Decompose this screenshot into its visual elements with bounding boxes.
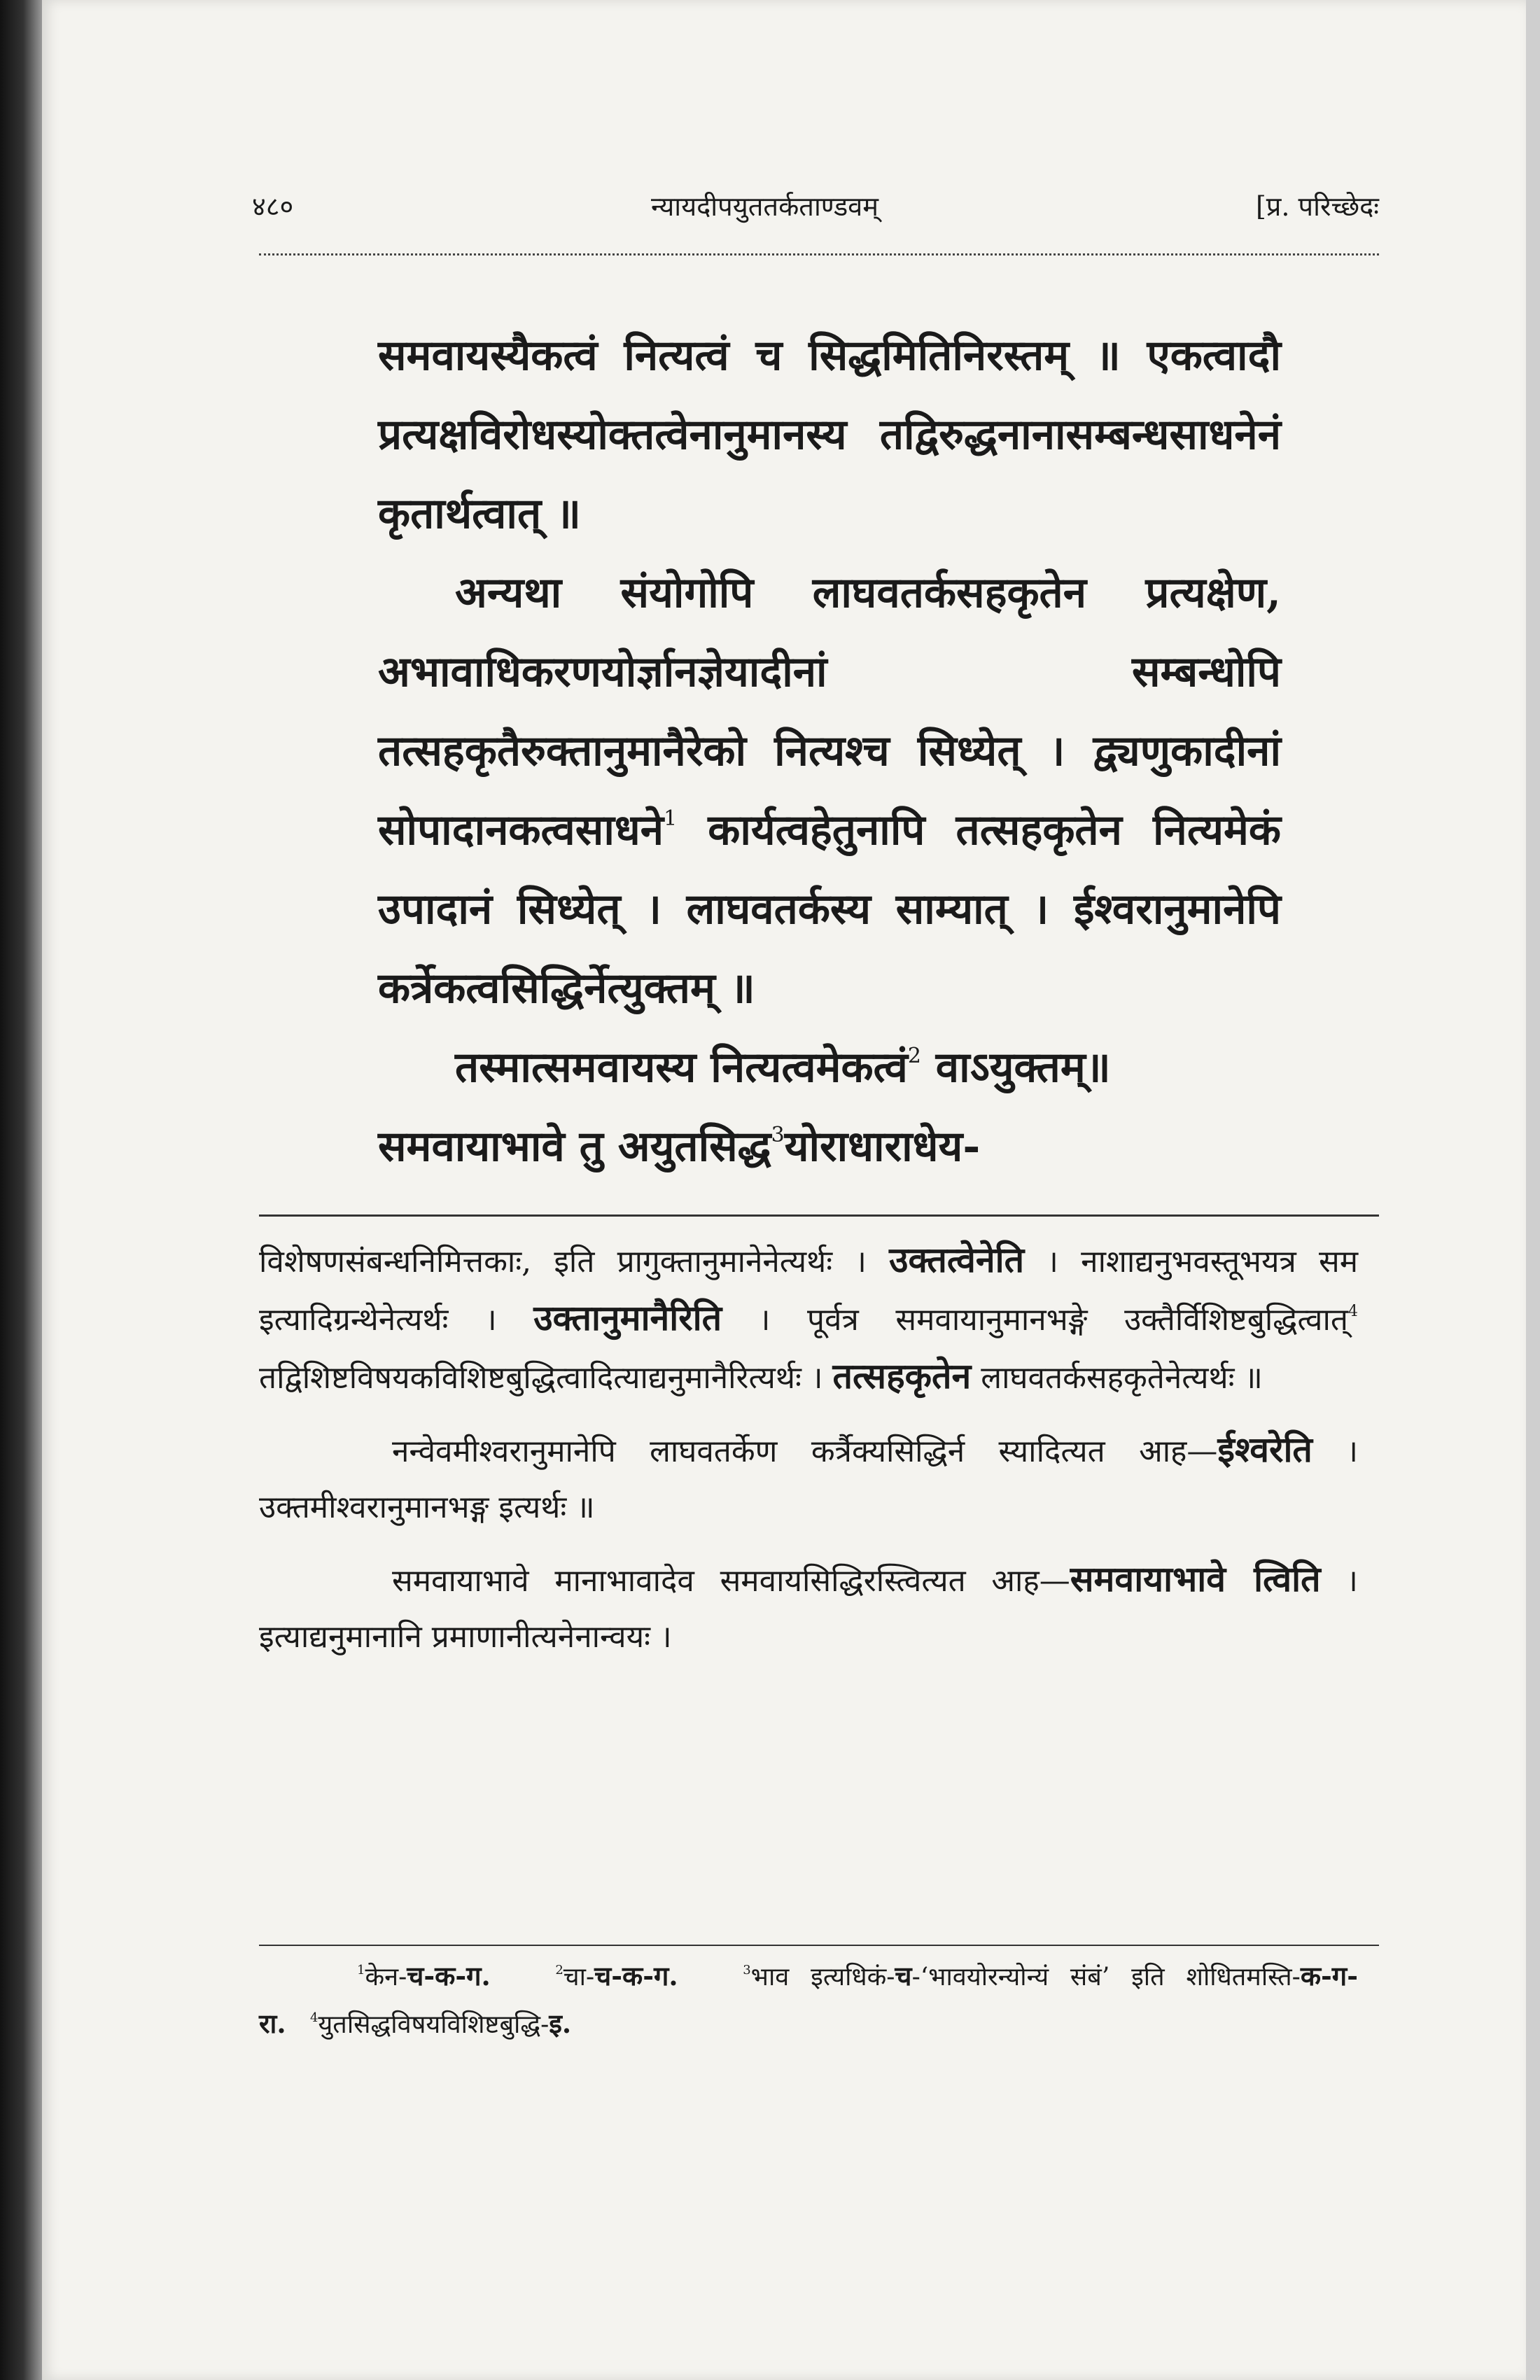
header-rule bbox=[259, 253, 1379, 255]
commentary-keyword-1: उक्तत्वेनेति bbox=[889, 1239, 1025, 1280]
commentary-3-part-a: समवायाभावे मानाभावादेव समवायसिद्धिरस्त्वित्यत आह— bbox=[392, 1563, 1070, 1599]
footnote-2-sources: च-क-ग. bbox=[594, 1960, 678, 1991]
footnote-ref-1: 1 bbox=[664, 806, 678, 831]
commentary-1-part-a: विशेषणसंबन्धनिमित्तकाः, इति प्रागुक्तानुमानेनेत्यर्थः । bbox=[259, 1244, 890, 1280]
footnote-4-source: इ. bbox=[549, 2008, 572, 2039]
footnote-1-number: 1 bbox=[357, 1962, 365, 1977]
footnote-4-text: युतसिद्धविषयविशिष्टबुद्धि- bbox=[318, 2010, 550, 2039]
footnote-3-source: च bbox=[895, 1960, 912, 1991]
footnotes bbox=[259, 1953, 1358, 2048]
footnote-3-text-continued: -‘भावयोरन्योन्यं संबं’ इति शोधितमस्ति- bbox=[911, 1963, 1301, 1991]
commentary-2-part-a: नन्वेवमीश्वरानुमानेपि लाघवतर्केण कर्त्रैक्यसिद्धिर्न स्यादित्यत आह— bbox=[392, 1434, 1218, 1469]
main-paragraph-4-part-b: योराधाराधेय- bbox=[784, 1122, 981, 1171]
commentary-1-part-c: । पूर्वत्र समवायानुमानभङ्गे उक्तैर्विशिष्टबुद्धित्वात् bbox=[722, 1302, 1348, 1338]
main-paragraph-4-part-a: समवायाभावे तु अयुतसिद्ध bbox=[378, 1122, 771, 1171]
commentary-rule bbox=[259, 1214, 1379, 1217]
commentary-keyword-5: समवायाभावे त्विति bbox=[1070, 1558, 1321, 1600]
main-paragraph-3 bbox=[378, 1028, 1281, 1107]
commentary-paragraph-1 bbox=[259, 1232, 1358, 1406]
main-paragraph-1: समवायस्यैकत्वं नित्यत्वं च सिद्धमितिनिरस्तम् ॥ एकत्वादौ प्रत्यक्षविरोधस्योक्तत्वेनानुमानस्य तद्विरुद्धनानासम्बन्धसाधनेनं कृतार्थत्वात् ॥ bbox=[378, 331, 1281, 538]
commentary-1-part-e: लाघवतर्कसहकृतेनेत्यर्थः ॥ bbox=[971, 1360, 1263, 1396]
footnote-4-number: 4 bbox=[309, 2010, 318, 2025]
footnote-1-text: केन- bbox=[365, 1963, 407, 1991]
main-paragraph-2 bbox=[378, 554, 1281, 1028]
commentary-keyword-2: उक्तानुमानैरिति bbox=[533, 1297, 722, 1338]
footnote-3-text: भाव इत्यधिकं- bbox=[750, 1963, 895, 1991]
footnote-rule bbox=[259, 1945, 1379, 1946]
footnote-2-number: 2 bbox=[555, 1962, 564, 1977]
commentary-paragraph-3 bbox=[259, 1551, 1358, 1665]
section-label: [प्र. परिच्छेदः bbox=[1255, 191, 1379, 222]
footnote-1-sources: च-क-ग. bbox=[407, 1960, 491, 1991]
footnote-3-sources: क-ग-रा. bbox=[259, 1960, 1358, 2039]
main-paragraph-2-part-b: कार्यत्वहेतुनापि तत्सहकृतेन नित्यमेकं उपादानं सिध्येत् । लाघवतर्कस्य साम्यात् । ईश्वरानुमानेपि कर्त्रेकत्वसिद्धिर्नेत्युक्तम् ॥ bbox=[378, 806, 1281, 1013]
commentary-2-part-b: । उक्तमीश्वरानुमानभङ्ग इत्यर्थः ॥ bbox=[259, 1434, 1358, 1525]
main-paragraph-3-part-a: तस्मात्समवायस्य नित्यत्वमेकत्वं bbox=[455, 1043, 908, 1092]
footnote-ref-3: 3 bbox=[771, 1123, 785, 1147]
commentary-keyword-4: ईश्वरेति bbox=[1217, 1429, 1312, 1470]
commentary-1-part-d: तद्विशिष्टविषयकविशिष्टबुद्धित्वादित्याद्यनुमानैरित्यर्थः । bbox=[259, 1360, 833, 1396]
footnote-block bbox=[259, 1953, 1358, 2048]
commentary-3-part-b: । इत्याद्यनुमानानि प्रमाणानीत्यनेनान्वयः । bbox=[259, 1563, 1358, 1655]
footnote-ref-4: 4 bbox=[1348, 1303, 1358, 1321]
footnote-ref-2: 2 bbox=[907, 1044, 921, 1068]
commentary-text bbox=[259, 1232, 1358, 1665]
commentary-1-part-b: । नाशाद्यनुभवस्तूभयत्र सम इत्यादिग्रन्थेनेत्यर्थः । bbox=[259, 1244, 1358, 1338]
main-text bbox=[378, 316, 1281, 1186]
binding-edge bbox=[0, 0, 42, 2380]
main-paragraph-2-part-a: अन्यथा संयोगोपि लाघवतर्कसहकृतेन प्रत्यक्षेण, अभावाधिकरणयोर्ज्ञानज्ञेयादीनां सम्बन्धोपि तत्सहकृतैरुक्तानुमानैरेको नित्यश्च सिध्येत् । द्व्यणुकादीनां सोपादानकत्वसाधने bbox=[378, 568, 1281, 855]
running-title: न्यायदीपयुततर्कताण्डवम् bbox=[651, 191, 879, 222]
footnote-3-number: 3 bbox=[743, 1962, 751, 1977]
main-paragraph-4 bbox=[378, 1107, 1281, 1186]
page-header bbox=[252, 181, 1379, 244]
footnote-2-text: चा- bbox=[563, 1963, 595, 1991]
commentary-keyword-3: तत्सहकृतेन bbox=[832, 1355, 972, 1396]
main-paragraph-3-part-b: वाऽयुक्तम्॥ bbox=[920, 1043, 1111, 1092]
page-number: ४८० bbox=[252, 191, 294, 222]
commentary-paragraph-2 bbox=[259, 1422, 1358, 1536]
